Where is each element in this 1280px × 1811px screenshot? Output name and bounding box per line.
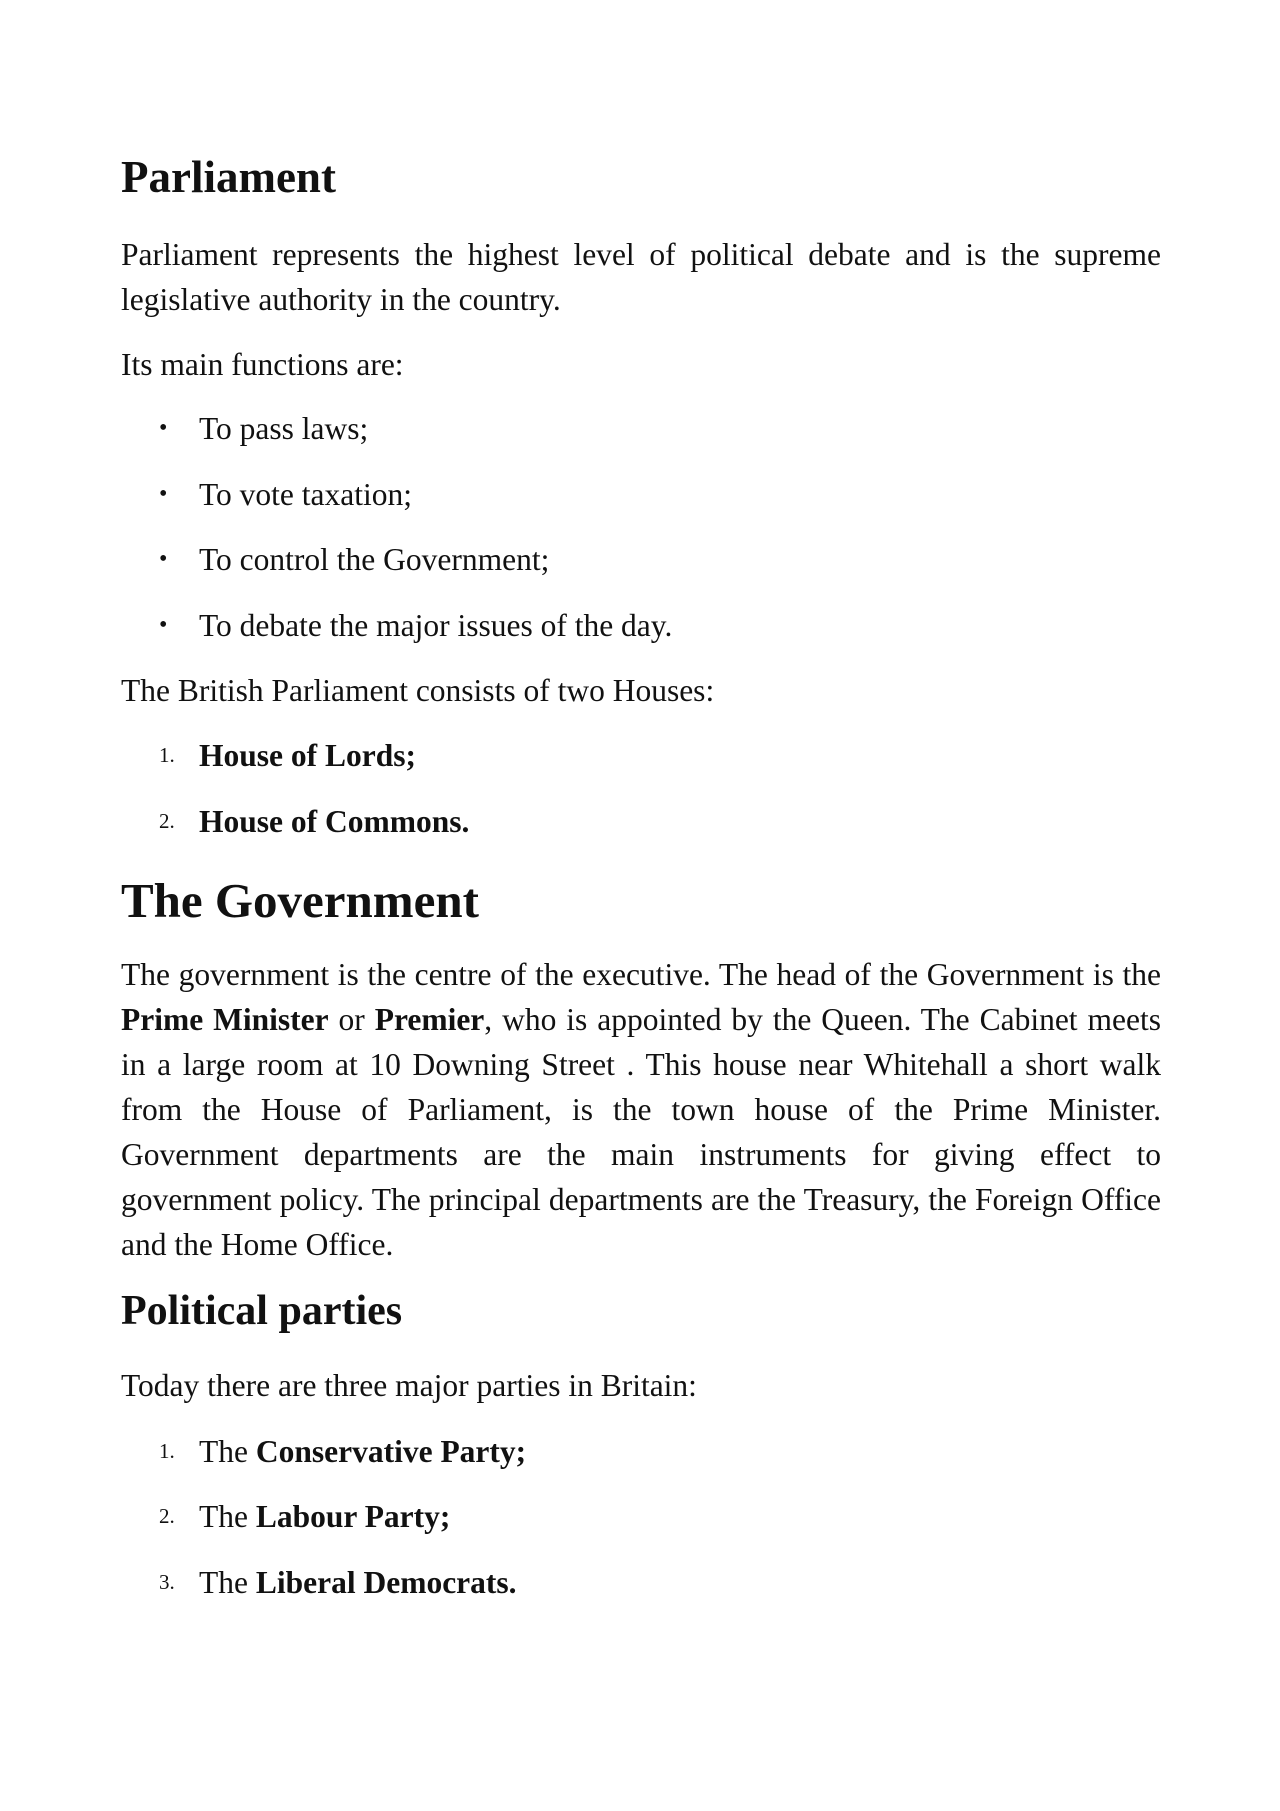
house-name: House of Commons. <box>199 804 470 839</box>
parliament-intro: Parliament represents the highest level of political debate and is the supreme legislative authority in the country. <box>121 237 1161 317</box>
party-name: Conservative Party; <box>255 1434 527 1469</box>
list-number: 2. <box>159 809 175 833</box>
houses-lead: The British Parliament consists of two Houses: <box>121 673 715 708</box>
government-text-1: The government is the centre of the executive. The head of the Government is the <box>121 957 1161 992</box>
list-item-text: To pass laws; <box>199 411 369 446</box>
list-number: 2. <box>159 1504 175 1528</box>
list-number: 1. <box>159 743 175 767</box>
prime-minister-term: Prime Minister <box>121 1002 329 1037</box>
bullet-marker: • <box>159 481 168 507</box>
bullet-marker: • <box>159 415 168 441</box>
list-item-text: The Liberal Democrats. <box>199 1565 517 1600</box>
list-item-text <box>199 799 469 844</box>
list-item-text: To vote taxation; <box>199 477 412 512</box>
house-name: House of Lords; <box>199 738 417 773</box>
party-name: Labour Party; <box>255 1499 451 1534</box>
party-name: Liberal Democrats. <box>255 1565 517 1600</box>
functions-lead: Its main functions are: <box>121 347 404 382</box>
bullet-marker: • <box>159 546 168 572</box>
government-heading: The Government <box>121 873 479 928</box>
government-paragraph <box>121 952 1161 1267</box>
list-number: 3. <box>159 1570 175 1594</box>
list-item-text: To debate the major issues of the day. <box>199 608 673 643</box>
parliament-heading: Parliament <box>121 152 336 202</box>
list-item-text: The Labour Party; <box>199 1499 451 1534</box>
government-text-or: or <box>328 1002 375 1037</box>
list-item-text: To control the Government; <box>199 542 550 577</box>
government-text-2: , who is appointed by the Queen. The Cabinet meets in a large room at 10 Downing Street . This house near Whitehall a short walk from the House of Parliament, is the town house of the Prime Minister. Government departments are the main instruments for giving effect to government policy. The principal departments are the Treasury, the Foreign Office and the Home Office. <box>121 1002 1161 1262</box>
list-item-text: The Conservative Party; <box>199 1434 527 1469</box>
political-parties-heading: Political parties <box>121 1288 403 1334</box>
bullet-marker: • <box>159 612 168 638</box>
list-item-text <box>199 733 416 778</box>
parties-lead: Today there are three major parties in Britain: <box>121 1368 697 1403</box>
list-number: 1. <box>159 1439 175 1463</box>
premier-term: Premier <box>374 1002 485 1037</box>
